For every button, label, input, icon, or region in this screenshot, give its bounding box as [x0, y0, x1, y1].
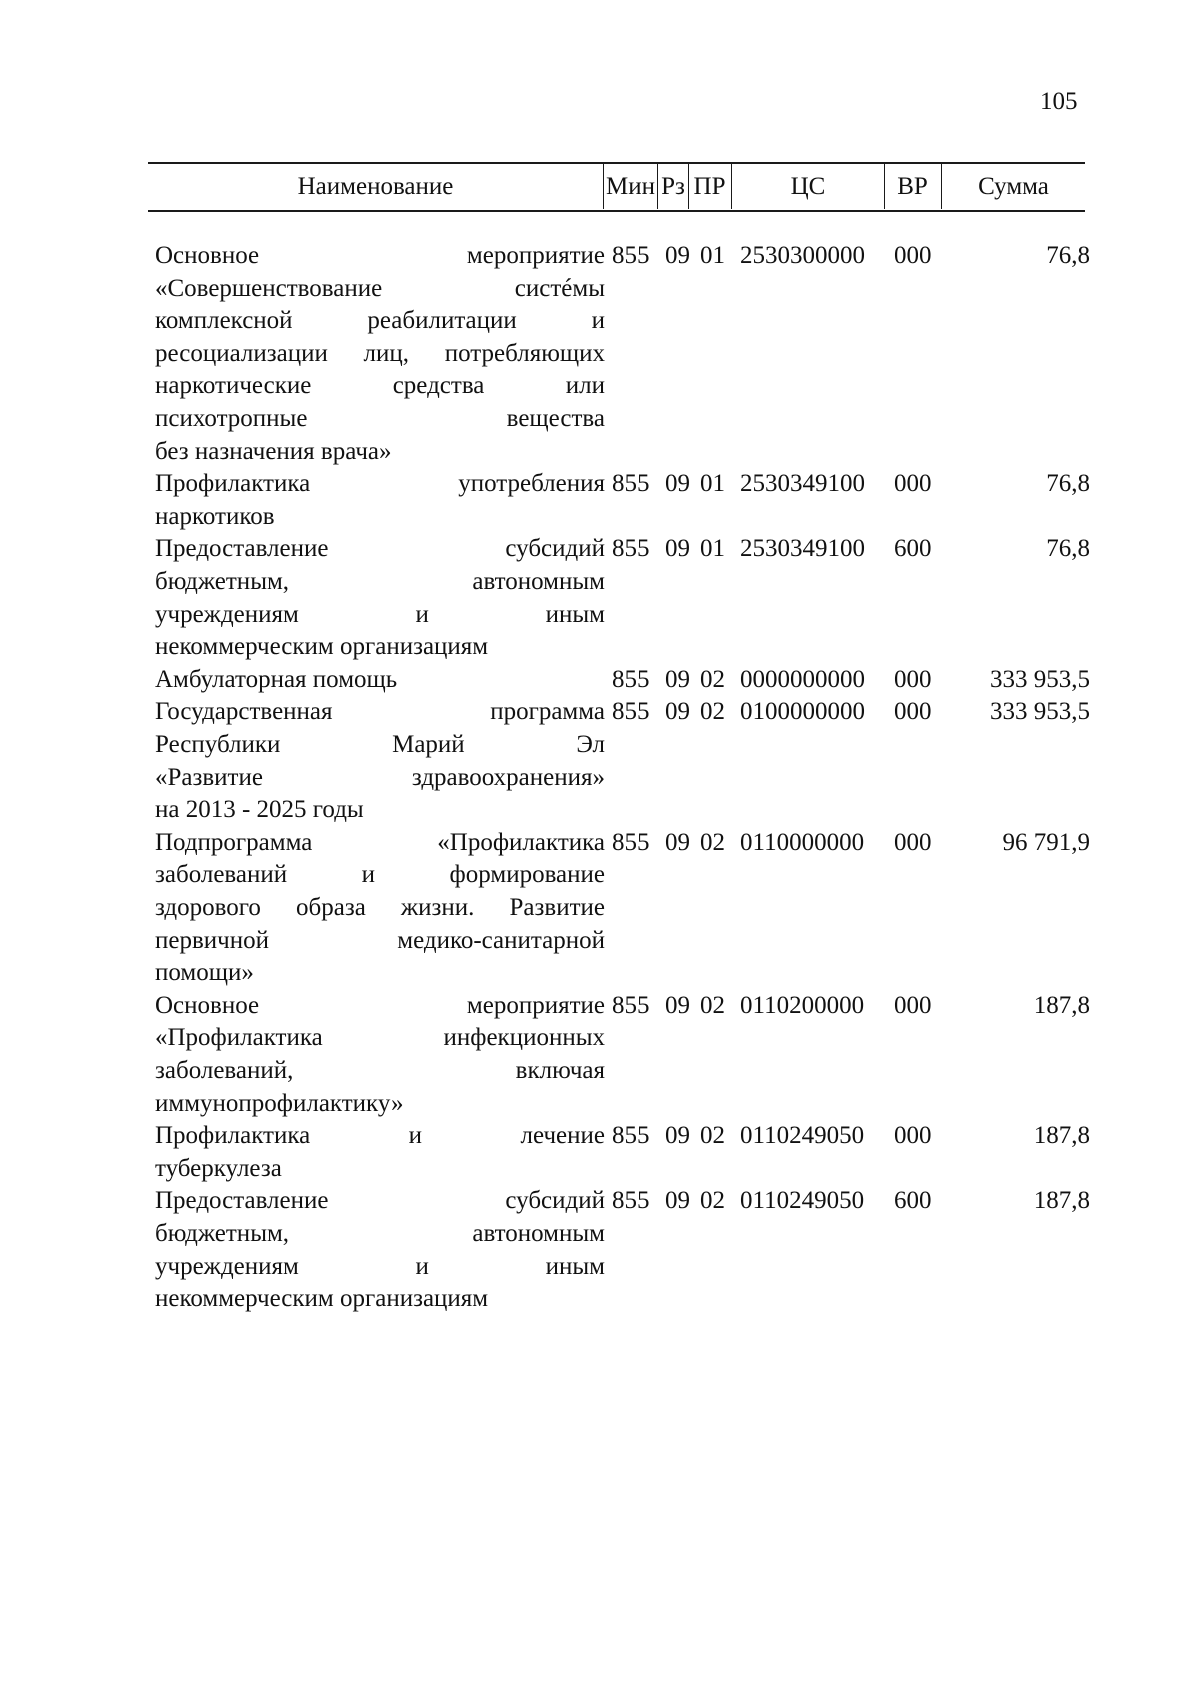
row-pr: 01 [700, 470, 725, 498]
row-pr: 01 [700, 535, 725, 563]
row-pr: 02 [700, 828, 725, 856]
row-name-line: Предоставление субсидий [155, 1187, 605, 1215]
row-name [155, 1120, 605, 1185]
row-vr: 000 [894, 470, 932, 498]
header-cs: ЦС [790, 172, 826, 200]
header-min: Мин [606, 172, 655, 200]
row-rz: 09 [665, 1122, 690, 1150]
row-sum: 76,8 [1046, 535, 1090, 563]
row-name-line: Государственная программа [155, 698, 605, 726]
row-name-line: бюджетным, автономным [155, 1219, 605, 1247]
row-cs: 0110000000 [740, 828, 865, 856]
row-name-line: комплексной реабилитации и [155, 307, 605, 335]
row-vr: 000 [894, 698, 932, 726]
row-name-line: «Развитие здравоохранения» [155, 763, 605, 791]
row-name-line: Предоставление субсидий [155, 535, 605, 563]
row-vr: 000 [894, 828, 932, 856]
row-name-line: учреждениям и иным [155, 600, 605, 628]
row-vr: 600 [894, 535, 932, 563]
row-name [155, 533, 605, 663]
row-name-line: помощи» [155, 959, 254, 987]
row-rz: 09 [665, 1187, 690, 1215]
row-name-line: Республики Марий Эл [155, 730, 605, 758]
row-rz: 09 [665, 665, 690, 693]
row-name-line: ресоциализации лиц, потребляющих [155, 339, 605, 367]
table-bottom-rule [148, 210, 1085, 212]
row-name-line: на 2013 - 2025 годы [155, 796, 364, 824]
row-min: 855 [612, 242, 650, 269]
row-name-line: наркотиков [155, 502, 275, 530]
row-name-line: бюджетным, автономным [155, 567, 605, 595]
row-name-line: Основное мероприятие [155, 242, 605, 269]
row-sum: 333 953,5 [990, 698, 1090, 726]
row-cs: 2530300000 [740, 242, 865, 269]
row-min: 855 [612, 991, 650, 1019]
row-pr: 01 [700, 242, 725, 269]
row-min: 855 [612, 470, 650, 498]
row-rz: 09 [665, 535, 690, 563]
row-cs: 0000000000 [740, 665, 865, 693]
row-name [155, 468, 605, 533]
row-name [155, 664, 605, 697]
row-name [155, 827, 605, 990]
row-name [155, 240, 605, 468]
row-min: 855 [612, 828, 650, 856]
row-name-line: Профилактика и лечение [155, 1122, 605, 1150]
header-sum: Сумма [978, 172, 1049, 200]
row-name-line: заболеваний и формирование [155, 861, 605, 889]
row-sum: 96 791,9 [1002, 828, 1090, 856]
row-rz: 09 [665, 828, 690, 856]
row-cs: 0110200000 [740, 991, 865, 1019]
row-sum: 76,8 [1046, 470, 1090, 498]
row-cs: 0100000000 [740, 698, 865, 726]
row-vr: 000 [894, 991, 932, 1019]
row-min: 855 [612, 665, 650, 693]
row-cs: 0110249050 [740, 1187, 865, 1215]
row-sum: 187,8 [1033, 1187, 1090, 1215]
row-vr: 000 [894, 242, 932, 269]
row-vr: 000 [894, 665, 932, 693]
row-rz: 09 [665, 991, 690, 1019]
header-name: Наименование [297, 172, 454, 200]
row-name-line: психотропные вещества [155, 404, 605, 432]
header-vr: ВР [897, 172, 928, 200]
row-cs: 0110249050 [740, 1122, 865, 1150]
row-name [155, 990, 605, 1120]
row-rz: 09 [665, 470, 690, 498]
header-pr: ПР [693, 172, 726, 200]
row-min: 855 [612, 1122, 650, 1150]
row-name-line: иммунопрофилактику» [155, 1089, 404, 1117]
row-vr: 600 [894, 1187, 932, 1215]
header-rz: Рз [661, 172, 685, 200]
row-pr: 02 [700, 698, 725, 726]
row-name [155, 1185, 605, 1315]
row-name-line: Профилактика употребления [155, 470, 605, 498]
row-name-line: некоммерческим организациям [155, 1285, 489, 1313]
row-pr: 02 [700, 665, 725, 693]
row-min: 855 [612, 1187, 650, 1215]
row-name-line: Основное мероприятие [155, 991, 605, 1019]
row-rz: 09 [665, 242, 690, 269]
row-name-line: туберкулеза [155, 1154, 282, 1182]
row-pr: 02 [700, 991, 725, 1019]
row-name-line: первичной медико-санитарной [155, 926, 605, 954]
row-sum: 76,8 [1046, 242, 1090, 269]
row-name-line: без назначения врача» [155, 437, 392, 465]
row-name-line: учреждениям и иным [155, 1252, 605, 1280]
row-name-line: некоммерческим организациям [155, 633, 489, 661]
row-name-line: заболеваний, включая [155, 1056, 605, 1084]
row-sum: 187,8 [1033, 991, 1090, 1019]
row-name-line: «Совершенствование систéмы [155, 274, 605, 302]
row-name-line: Амбулаторная помощь [155, 665, 398, 693]
row-sum: 333 953,5 [990, 665, 1090, 693]
row-name-line: «Профилактика инфекционных [155, 1024, 605, 1052]
row-pr: 02 [700, 1187, 725, 1215]
row-name-line: здорового образа жизни. Развитие [155, 893, 605, 921]
row-name-line: Подпрограмма «Профилактика [155, 828, 605, 856]
row-vr: 000 [894, 1122, 932, 1150]
row-name [155, 696, 605, 826]
row-rz: 09 [665, 698, 690, 726]
row-cs: 2530349100 [740, 535, 865, 563]
row-min: 855 [612, 698, 650, 726]
row-name-line: наркотические средства или [155, 372, 605, 400]
row-pr: 02 [700, 1122, 725, 1150]
row-cs: 2530349100 [740, 470, 865, 498]
row-sum: 187,8 [1033, 1122, 1090, 1150]
page-number: 105 [1040, 88, 1078, 115]
row-min: 855 [612, 535, 650, 563]
